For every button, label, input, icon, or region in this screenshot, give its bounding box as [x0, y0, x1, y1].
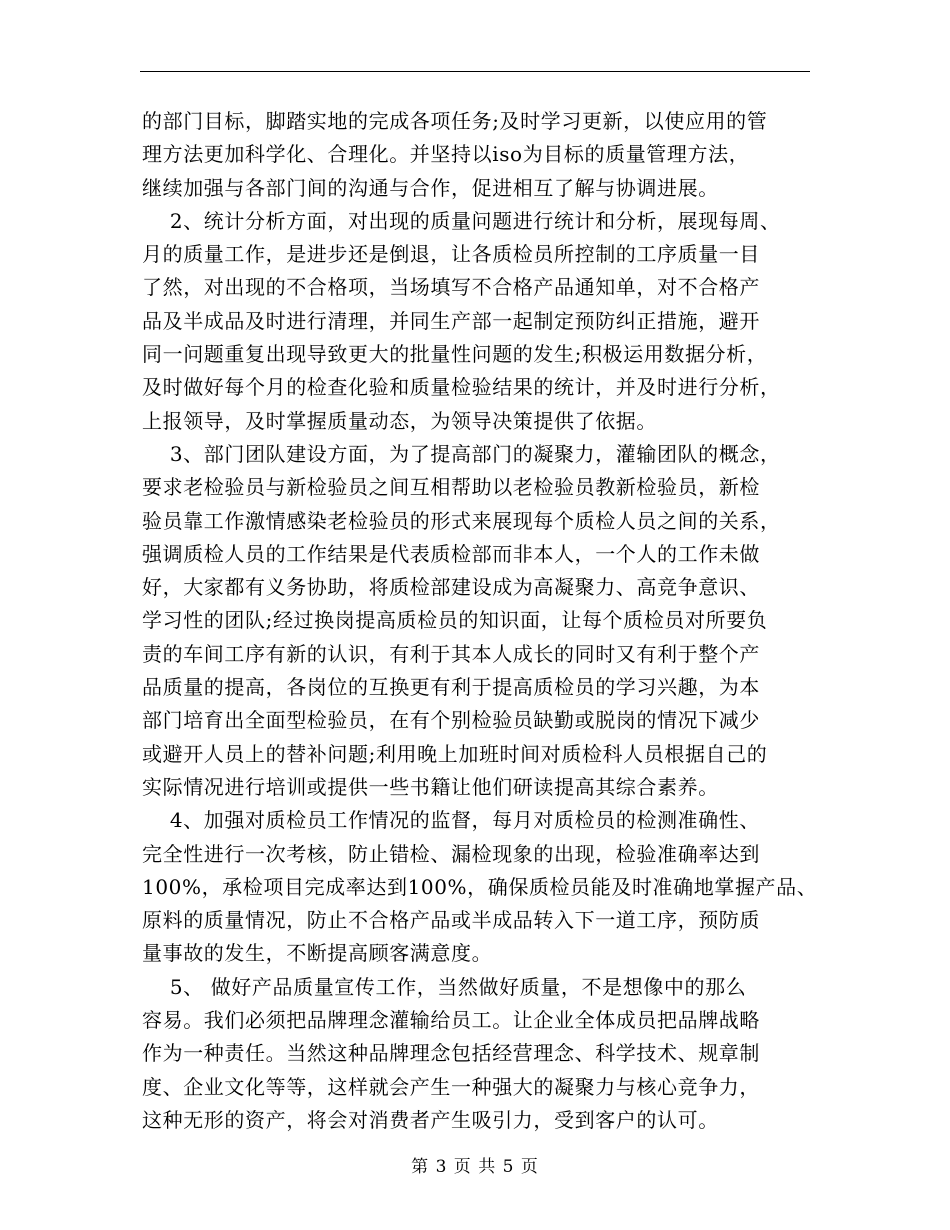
text-line: 5、 做好产品质量宣传工作，当然做好质量，不是想像中的那么 [142, 974, 747, 999]
text-line: 实际情况进行培训或提供一些书籍让他们研读提高其综合素养。 [142, 774, 719, 799]
text-line: 或避开人员上的替补问题;利用晚上加班时间对质检科人员根据自己的 [142, 741, 768, 766]
text-line: 了然，对出现的不合格项，当场填写不合格产品通知单，对不合格产 [142, 275, 760, 300]
text-line: 量事故的发生，不断提高顾客满意度。 [142, 941, 493, 966]
text-line: 3、部门团队建设方面，为了提高部门的凝聚力，灌输团队的概念， [142, 441, 781, 466]
text-line: 的部门目标，脚踏实地的完成各项任务;及时学习更新，以使应用的管 [142, 109, 768, 133]
text-line: 100%，承检项目完成率达到100%，确保质检员能及时准确地掌握产品、 [142, 874, 818, 899]
document-body [142, 105, 832, 1137]
page-footer: 第 3 页 共 5 页 [411, 1157, 539, 1177]
text-line: 强调质检人员的工作结果是代表质检部而非本人，一个人的工作未做 [142, 541, 760, 566]
text-line: 好，大家都有义务协助，将质检部建设成为高凝聚力、高竞争意识、 [142, 575, 760, 600]
text-line: 上报领导，及时掌握质量动态，为领导决策提供了依据。 [142, 408, 657, 433]
text-line: 作为一种责任。当然这种品牌理念包括经营理念、科学技术、规章制 [142, 1041, 760, 1066]
text-line: 2、统计分析方面，对出现的质量问题进行统计和分析，展现每周、 [142, 208, 781, 233]
text-line: 学习性的团队;经过换岗提高质检员的知识面，让每个质检员对所要负 [142, 608, 768, 633]
text-line: 品及半成品及时进行清理，并同生产部一起制定预防纠正措施，避开 [142, 308, 760, 333]
text-line: 这种无形的资产，将会对消费者产生吸引力，受到客户的认可。 [142, 1107, 719, 1132]
text-line: 4、加强对质检员工作情况的监督，每月对质检员的检测准确性、 [142, 808, 760, 833]
text-line: 原料的质量情况，防止不合格产品或半成品转入下一道工序，预防质 [142, 908, 760, 933]
text-line: 度、企业文化等等，这样就会产生一种强大的凝聚力与核心竞争力， [142, 1074, 760, 1099]
text-line: 容易。我们必须把品牌理念灌输给员工。让企业全体成员把品牌战略 [142, 1008, 760, 1033]
text-line: 验员靠工作激情感染老检验员的形式来展现每个质检人员之间的关系， [142, 508, 781, 533]
text-line: 理方法更加科学化、合理化。并坚持以iso为目标的质量管理方法， [142, 142, 750, 167]
text-line: 月的质量工作，是进步还是倒退，让各质检员所控制的工序质量一目 [142, 242, 760, 267]
text-line: 责的车间工序有新的认识，有利于其本人成长的同时又有利于整个产 [142, 641, 760, 666]
text-line: 要求老检验员与新检验员之间互相帮助以老检验员教新检验员，新检 [142, 475, 760, 500]
text-line: 及时做好每个月的检查化验和质量检验结果的统计，并及时进行分析， [142, 375, 781, 400]
text-line: 完全性进行一次考核，防止错检、漏检现象的出现，检验准确率达到 [142, 841, 760, 866]
text-line: 部门培育出全面型检验员，在有个别检验员缺勤或脱岗的情况下减少 [142, 708, 760, 733]
text-line: 品质量的提高，各岗位的互换更有利于提高质检员的学习兴趣，为本 [142, 675, 760, 700]
header-rule [140, 71, 810, 72]
text-line: 同一问题重复出现导致更大的批量性问题的发生;积极运用数据分析， [142, 342, 768, 367]
text-line: 继续加强与各部门间的沟通与合作，促进相互了解与协调进展。 [142, 175, 719, 200]
